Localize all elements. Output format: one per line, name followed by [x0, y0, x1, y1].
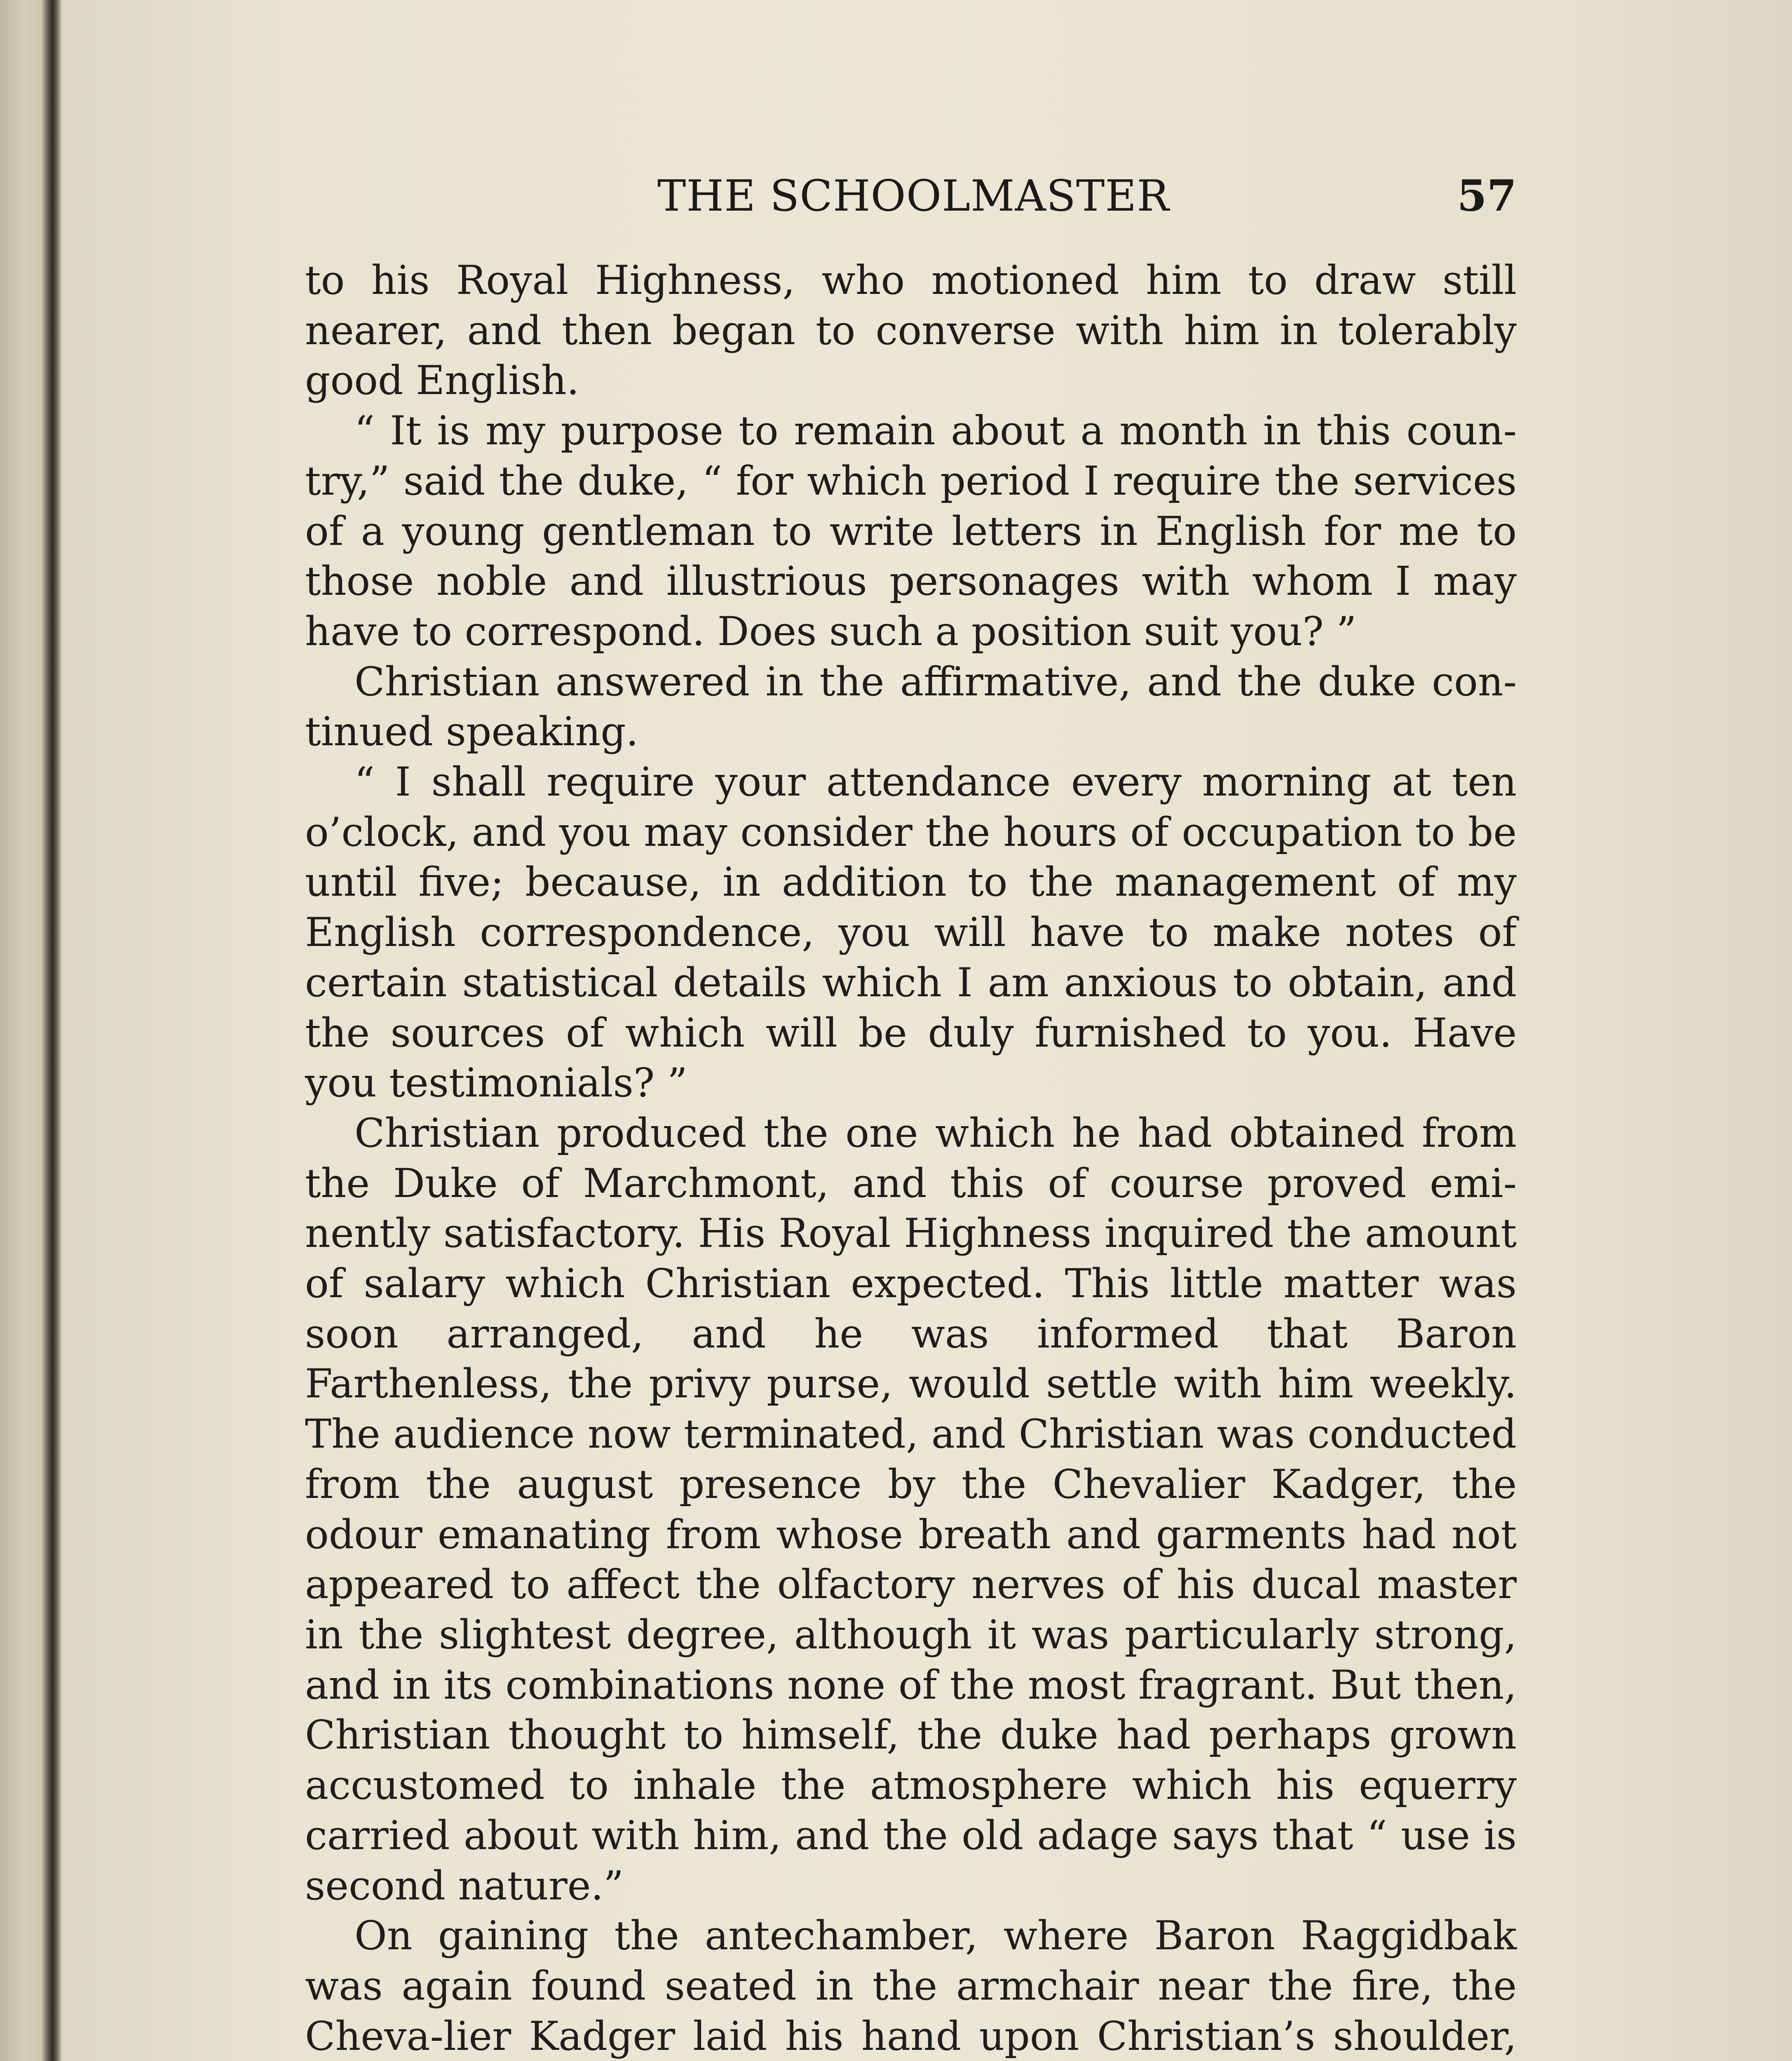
- paragraph: Christian produced the one which he had obtained from the Duke of Marchmont, and this of course proved emi-nently satisfactory. His Royal Highness inquired the amount of salary which Christian expected. This little matter was soon arranged, and he was informed that Baron Farthenless, the privy purse, would settle with him weekly. The audience now terminated, and Christian was conducted from the august presence by the Chevalier Kadger, the odour emanating from whose breath and garments had not appeared to affect the olfactory nerves of his ducal master in the slightest degree, although it was particularly strong, and in its combinations none of the most fragrant. But then, Christian thought to himself, the duke had perhaps grown accustomed to inhale the atmosphere which his equerry carried about with him, and the old adage says that “ use is second nature.”: [305, 1110, 1517, 1909]
- paragraph: On gaining the antechamber, where Baron Raggidbak was again found seated in the armchair near the fire, the Cheva-lier Kadger laid his hand upon Christian’s shoulder,: [305, 1913, 1517, 2059]
- running-title: THE SCHOOLMASTER: [657, 171, 1170, 221]
- page-header: [305, 165, 1517, 231]
- page-number: 57: [1457, 170, 1517, 221]
- paragraph: “ I shall require your attendance every morning at ten o’clock, and you may consider the hours of occupation to be until five; because, in addition to the management of my English correspondence, you will have to make notes of certain statistical details which I am anxious to obtain, and the sources of which will be duly furnished to you. Have you testimonials? ”: [305, 759, 1517, 1106]
- body-text: [305, 256, 1517, 2061]
- paragraph: to his Royal Highness, who motioned him to draw still nearer, and then began to converse with him in tolerably good English.: [305, 257, 1517, 404]
- book-binding-edge: [0, 0, 62, 2061]
- paragraph: “ It is my purpose to remain about a month in this coun-try,” said the duke, “ for which period I require the services of a young gentleman to write letters in English for me to those noble and illustrious personages with whom I may have to correspond. Does such a position suit you? ”: [305, 408, 1517, 655]
- paragraph: Christian answered in the affirmative, and the duke con-tinued speaking.: [305, 658, 1517, 755]
